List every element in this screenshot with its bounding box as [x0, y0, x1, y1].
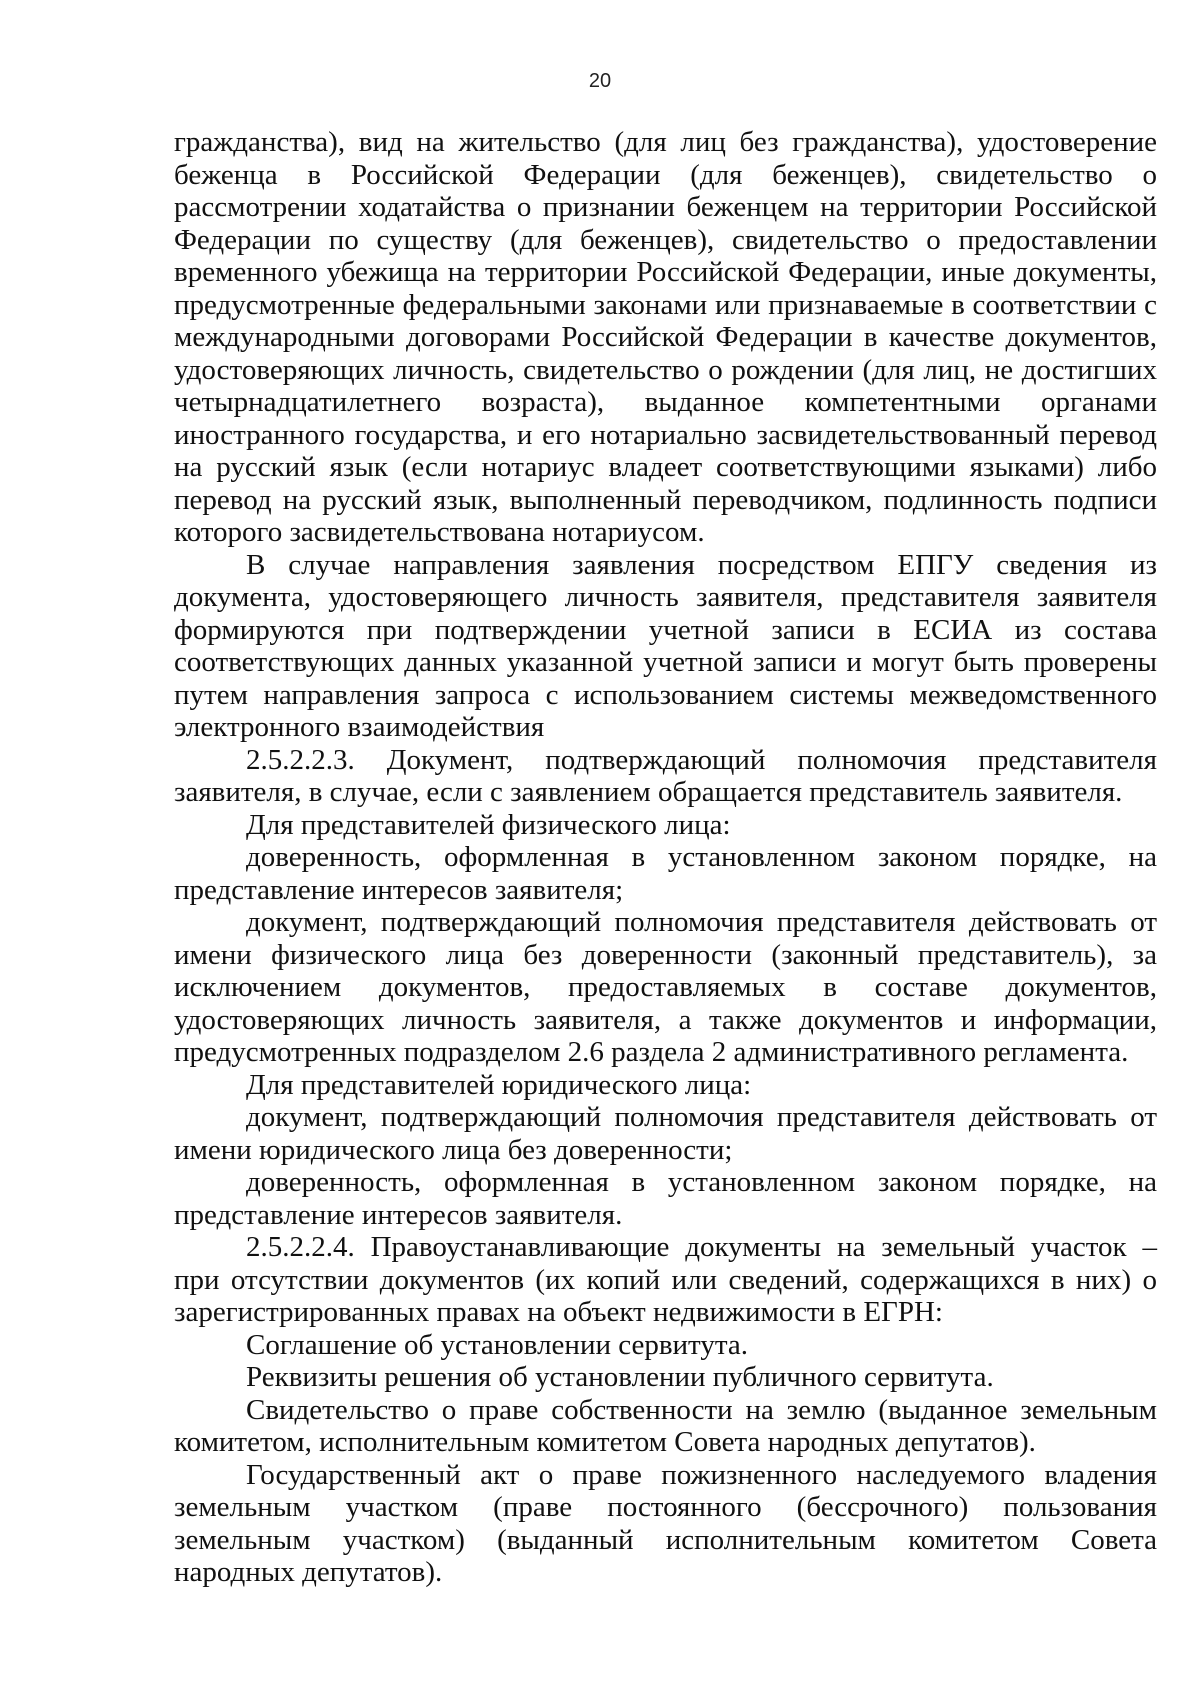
paragraph: гражданства), вид на жительство (для лиц без гражданства), удостоверение беженца в Российской Федерации (для беженцев), свидетельство о рассмотрении ходатайства о признании беженцем на территории Российской Федерации по существу (для беженцев), свидетельство о предоставлении временного убежища на территории Российской Федерации, иные документы, предусмотренные федеральными законами или признаваемые в соответствии с международными договорами Российской Федерации в качестве документов, удостоверяющих личность, свидетельство о рождении (для лиц, не достигших четырнадцатилетнего возраста), выданное компетентными органами иностранного государства, и его нотариально засвидетельствованный перевод на русский язык (если нотариус владеет соответствующими языками) либо перевод на русский язык, выполненный переводчиком, подлинность подписи которого засвидетельствована нотариусом.: [174, 126, 1157, 548]
paragraph: документ, подтверждающий полномочия представителя действовать от имени физического лица без доверенности (законный представитель), за исключением документов, предоставляемых в составе документов, удостоверяющих личность заявителя, а также документов и информации, предусмотренных подразделом 2.6 раздела 2 административного регламента.: [174, 906, 1157, 1068]
paragraph: В случае направления заявления посредством ЕПГУ сведения из документа, удостоверяющего личность заявителя, представителя заявителя формируются при подтверждении учетной записи в ЕСИА из состава соответствующих данных указанной учетной записи и могут быть проверены путем направления запроса с использованием системы межведомственного электронного взаимодействия: [174, 548, 1157, 743]
paragraph: Для представителей юридического лица:: [246, 1068, 752, 1101]
page-number: 20: [588, 70, 612, 92]
paragraph: документ, подтверждающий полномочия представителя действовать от имени юридического лица без доверенности;: [174, 1101, 1157, 1166]
paragraph: Соглашение об установлении сервитута.: [246, 1328, 748, 1361]
paragraph: доверенность, оформленная в установленном законом порядке, на представление интересов заявителя;: [174, 841, 1157, 906]
paragraph: доверенность, оформленная в установленном законом порядке, на представление интересов заявителя.: [174, 1166, 1157, 1231]
paragraph: Реквизиты решения об установлении публичного сервитута.: [246, 1361, 994, 1393]
paragraph: Государственный акт о праве пожизненного наследуемого владения земельным участком (праве постоянного (бессрочного) пользования земельным участком) (выданный исполнительным комитетом Совета народных депутатов).: [174, 1458, 1157, 1588]
paragraph: Свидетельство о праве собственности на землю (выданное земельным комитетом, исполнительным комитетом Совета народных депутатов).: [174, 1393, 1157, 1458]
paragraph: 2.5.2.2.3. Документ, подтверждающий полномочия представителя заявителя, в случае, если с заявлением обращается представитель заявителя.: [174, 743, 1157, 808]
paragraph: 2.5.2.2.4. Правоустанавливающие документы на земельный участок – при отсутствии документов (их копий или сведений, содержащихся в них) о зарегистрированных правах на объект недвижимости в ЕГРН:: [174, 1231, 1157, 1328]
document-body: [174, 126, 1157, 1589]
paragraph: Для представителей физического лица:: [246, 808, 731, 841]
